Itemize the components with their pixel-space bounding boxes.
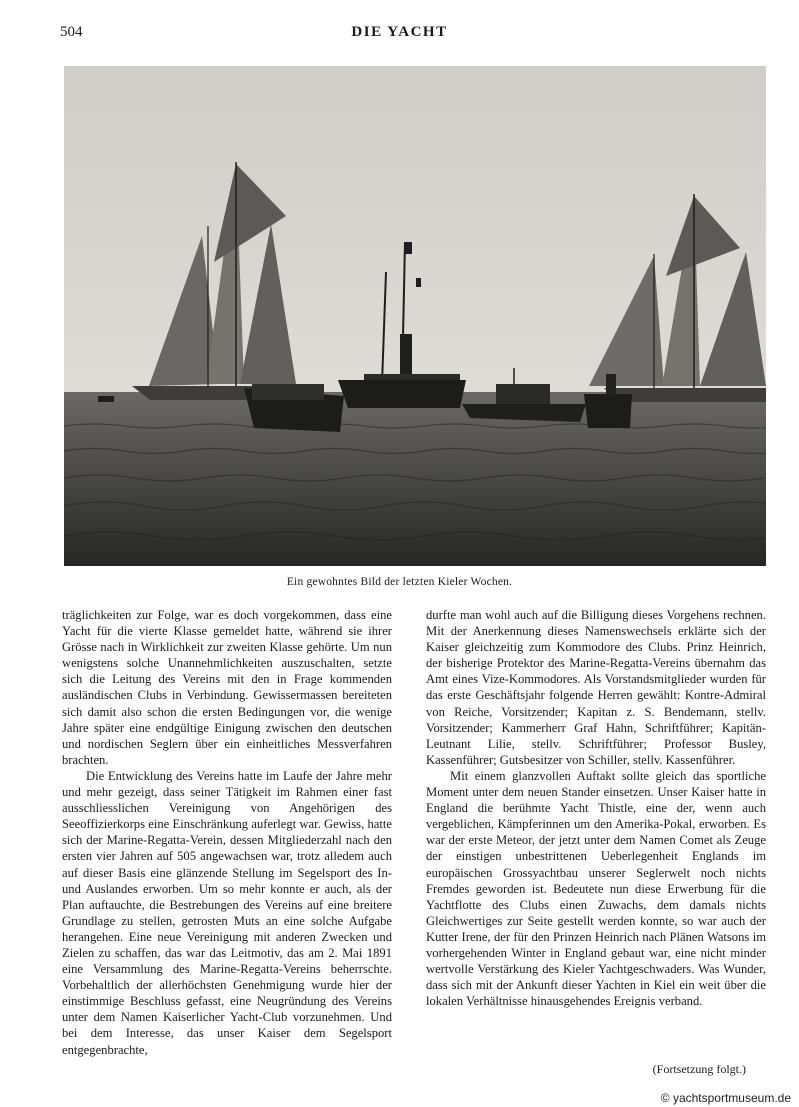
paragraph: durfte man wohl auch auf die Billigung dieses Vorgehens rechnen. Mit der Anerkennung dieses Namenswechsels erklärte sich der Kaiser gleichzeitig zum Kommodore des Clubs. Prinz Heinrich, der bisherige Protektor des Marine-Regatta-Vereins übernahm das Amt eines Vize-Kommodores. Als Vorstandsmitglieder wurden für das erste Geschäftsjahr folgende Herren gewählt: Kontre-Admiral von Reiche, Vorsitzender; Kapitan z. S. Bendemann, stellv. Vorsitzender; Kammerherr Graf Hahn, Schriftführer; Kapitän-Leutnant Lilie, stellv. Schriftführer; Professor Busley, Kassenführer; Gutsbesitzer von Schiller, stellv. Kassenführer.	[426, 608, 766, 767]
continuation-note: (Fortsetzung folgt.)	[652, 1062, 746, 1076]
figure-caption: Ein gewohntes Bild der letzten Kieler Wochen.	[286, 576, 513, 588]
paragraph: Die Entwicklung des Vereins hatte im Laufe der Jahre mehr und mehr gezeigt, dass seiner Tätigkeit im Rahmen einer fast ausschliesslichen Vereinigung von Angehörigen des Seeoffizierkorps eine Einschränkung auferlegt war. Gewiss, hatte sich der Marine-Regatta-Verein, dessen Mitgliederzahl nach den ersten vier Jahren auf 505 angewachsen war, trotz alledem auch auf dieser Basis eine glänzende Stellung im Segelsport des In- und Auslandes erworben. Um so mehr konnte er auch, als der Plan auftauchte, die Bestrebungen des Vereins auf eine breitere Grundlage zu stellen, getrosten Muts an eine solche Aufgabe herangehen. Eine neue Vereinigung mit anderen Zwecken und Zielen zu schaffen, das war das Leitmotiv, das am 2. Mai 1891 eine Versammlung des Marine-Regatta-Vereins beherrschte. Vorbehaltlich der allerhöchsten Genehmigung wurde hier der einstimmige Beschluss gefasst, eine Neugründung des Vereins unter dem Namen Kaiserlicher Yacht-Club vorzunehmen. Und bei dem Interesse, das unser Kaiser dem Segelsport entgegenbrachte,	[62, 768, 392, 1057]
sea	[64, 392, 766, 566]
page-number: 504	[60, 24, 83, 40]
yacht-photograph	[64, 66, 766, 566]
paragraph: Mit einem glanzvollen Auftakt sollte gleich das sportliche Moment unter dem neuen Stander einsetzen. Unser Kaiser hatte in England die berühmte Yacht Thistle, eine der, wenn auch vergeblichen, Kämpferinnen um den Amerika-Pokal, erworben. Es war der erste Meteor, der jetzt unter dem Namen Comet als Zeuge der einstigen unbestrittenen Ueberlegenheit Englands im europäischen Grossyachtbau unserer Seglerwelt noch nichts Fremdes geworden ist. Bedeutete nun diese Erwerbung für die Yachtflotte des Clubs einen Zuwachs, dem damals nichts Gleichwertiges zur Seite gestellt werden konnte, so war auch der Kutter Irene, der für den Prinzen Heinrich nach Plänen Watsons im vorhergehenden Winter in England gebaut war, eine nicht minder wertvolle Verstärkung des Kieler Yachtgeschwaders. Was Wunder, dass sich mit der Ankunft dieser Yachten in Kiel ein weit über die lokalen Verhältnisse hinausgehendes Ereignis verband.	[426, 768, 766, 1009]
paragraph: träglichkeiten zur Folge, war es doch vorgekommen, dass eine Yacht für die vierte Klasse gemeldet hatte, während sie ihrer Grösse nach in Wirklichkeit zur zweiten Klasse gehörte. Um nun wenigstens solche Unannehmlichkeiten auszuschalten, setzte sich die Leitung des Vereins mit den in Frage kommenden ausländischen Clubs in Verbindung. Gewissermassen bereiteten sich damit also schon die ersten Bedingungen vor, die wenige Jahre später eine endgültige Einigung zwischen den deutschen und nordischen Seglern über ein einheitliches Messverfahren brachten.	[62, 608, 392, 767]
text-column-left	[62, 607, 392, 1058]
running-head: DIE YACHT	[351, 24, 448, 40]
watermark: © yachtsportmuseum.de	[660, 1091, 791, 1105]
text-column-right	[426, 607, 766, 1009]
